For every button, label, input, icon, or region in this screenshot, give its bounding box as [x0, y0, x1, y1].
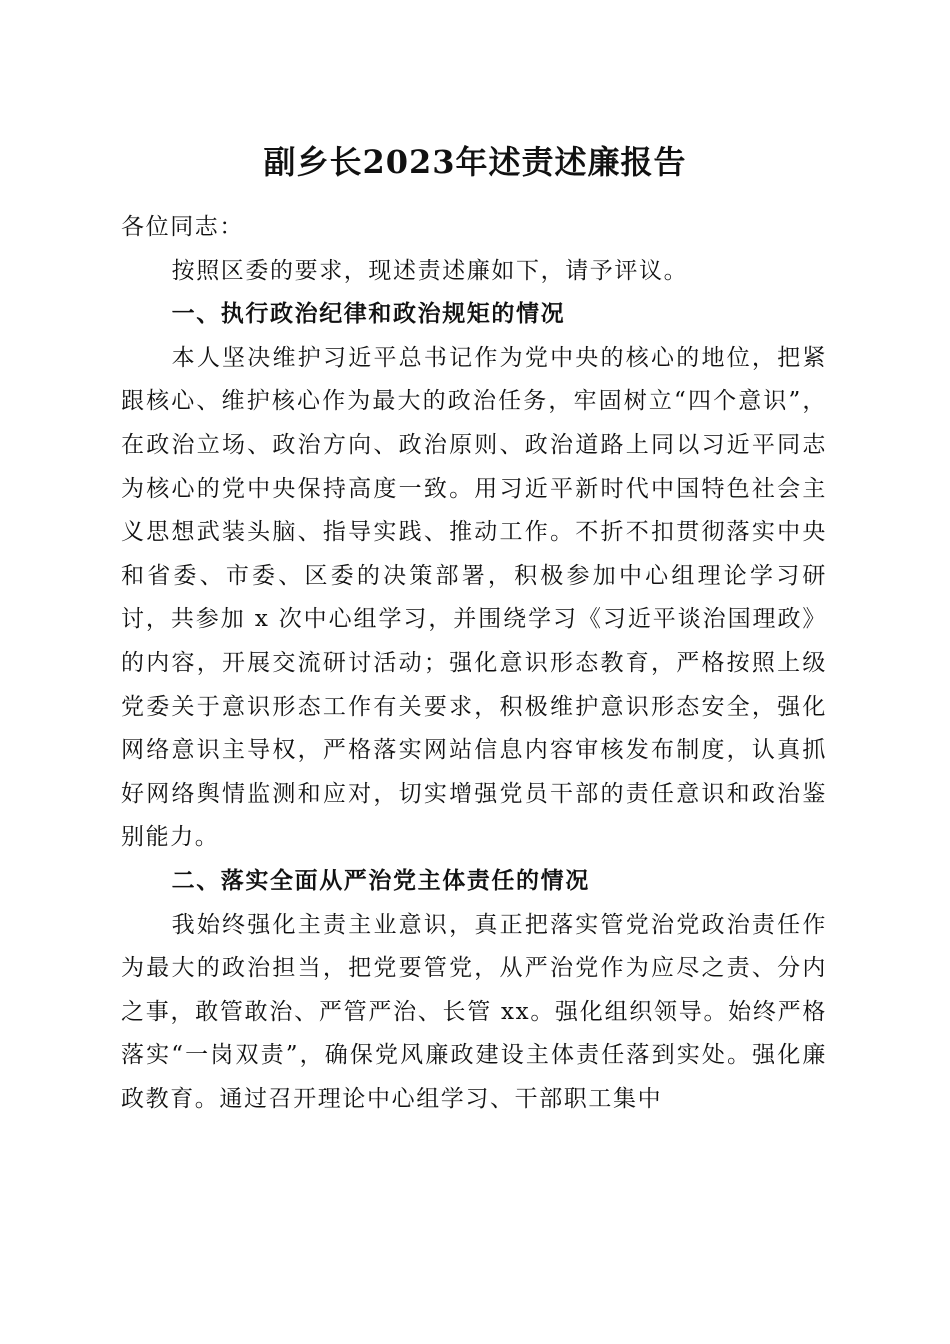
document-body [121, 206, 827, 1121]
section-body-2: 我始终强化主责主业意识，真正把落实管党治党政治责任作为最大的政治担当，把党要管党，从严治党作为应尽之责、分内之事，敢管敢治、严管严治、长管 xx。强化组织领导。始终严格落实“一岗双责”，确保党风廉政建设主体责任落到实处。强化廉政教育。通过召开理论中心组学习、干部职工集中 [121, 911, 827, 1112]
section-heading-2: 二、落实全面从严治党主体责任的情况 [171, 867, 590, 894]
intro-paragraph: 按照区委的要求，现述责述廉如下，请予评议。 [171, 257, 689, 284]
section-body-1: 本人坚决维护习近平总书记作为党中央的核心的地位，把紧跟核心、维护核心作为最大的政治任务，牢固树立“四个意识”，在政治立场、政治方向、政治原则、政治道路上同以习近平同志为核心的党中央保持高度一致。用习近平新时代中国特色社会主义思想武装头脑、指导实践、推动工作。不折不扣贯彻落实中央和省委、市委、区委的决策部署，积极参加中心组理论学习研讨，共参加 x 次中心组学习，并围绕学习《习近平谈治国理政》的内容，开展交流研讨活动；强化意识形态教育，严格按照上级党委关于意识形态工作有关要求，积极维护意识形态安全，强化网络意识主导权，严格落实网站信息内容审核发布制度，认真抓好网络舆情监测和应对，切实增强党员干部的责任意识和政治鉴别能力。 [121, 344, 827, 851]
document-title: 副乡长2023年述责述廉报告 [263, 143, 687, 181]
salutation: 各位同志： [121, 214, 244, 240]
section-heading-1: 一、执行政治纪律和政治规矩的情况 [171, 301, 566, 328]
